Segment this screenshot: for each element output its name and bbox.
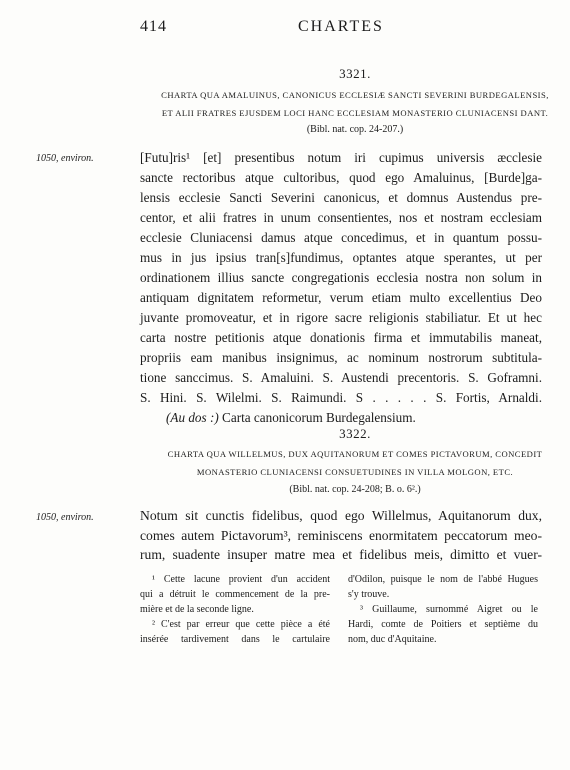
- text-line: antiquam dignitatem reformetur, verum etiam multo excellentius Deo: [140, 290, 542, 305]
- charter-title: [140, 86, 570, 122]
- text-line: tione sanccimus. S. Amaluini. S. Austendi precentoris. S. Goframni.: [140, 370, 542, 385]
- footnote-line: ³ Guillaume, surnommé Aigret ou le: [360, 604, 538, 615]
- text-line: ecclesie Cluniacensi damus atque concedimus, et in quantum possu-: [140, 230, 542, 245]
- text-line: ordinationem illius sancte congregationis ecclesia nostra non solum in: [140, 270, 542, 285]
- charter-number: 3321.: [339, 66, 371, 81]
- footnote-line: Hardi, comte de Poitiers et septième du: [348, 619, 538, 630]
- charter-text: [140, 148, 542, 428]
- dorsal-label: (Au dos :): [166, 410, 219, 425]
- footnote-line: s'y trouve.: [348, 589, 390, 600]
- dorsal-note: [140, 408, 542, 428]
- margin-date: 1050, environ.: [36, 512, 94, 523]
- source-reference: (Bibl. nat. cop. 24-208; B. o. 6².): [289, 484, 421, 495]
- footnote-line: nom, duc d'Aquitaine.: [348, 634, 437, 645]
- text-line: mus in jus ipsius tran[s]fundimus, optantes atque sperantes, ut per: [140, 250, 542, 265]
- text-line: centor, et alii fratres in unum consentientes, nos et nostram ecclesiam: [140, 210, 542, 225]
- footnote-line: qui a détruit le commencement de la pre-: [140, 589, 330, 600]
- text-line: [Futu]ris¹ [et] presentibus notum iri cupimus universis æcclesie: [140, 150, 542, 165]
- page-number: 414: [140, 18, 167, 35]
- text-line: Notum sit cunctis fidelibus, quod ego Willelmus, Aquitanorum dux,: [140, 508, 542, 523]
- footnotes-right: [348, 572, 538, 647]
- charter-title-line: CHARTA QUA WILLELMUS, DUX AQUITANORUM ET COMES PICTAVORUM, CONCEDIT: [167, 449, 543, 459]
- charter-title-line: CHARTA QUA AMALUINUS, CANONICUS ECCLESIÆ SANCTI SEVERINI BURDEGALENSIS,: [161, 90, 549, 100]
- text-line: rum, suadente insuper matre mea et fidelibus meis, dimitto et vuer-: [140, 547, 542, 562]
- margin-date: 1050, environ.: [36, 153, 94, 164]
- charter-title: [140, 445, 570, 481]
- running-head: [140, 18, 570, 38]
- footnote-line: insérée tardivement dans le cartulaire: [140, 634, 330, 645]
- text-line: lensis ecclesie Sancti Severini canonicus, et domnus Austendus pre-: [140, 190, 542, 205]
- text-line: juvante promoveatur, et in rigore sacre religionis stabiliatur. Et ut hec: [140, 310, 542, 325]
- footnote-line: d'Odilon, puisque le nom de l'abbé Hugues: [348, 574, 538, 585]
- charter-title-line: ET ALII FRATRES EJUSDEM LOCI HANC ECCLESIAM MONASTERIO CLUNIACENSI DANT.: [161, 108, 549, 118]
- charter-title-line: MONASTERIO CLUNIACENSI CONSUETUDINES IN VILLA MOLGON, ETC.: [196, 467, 514, 477]
- text-line: carta nostre petitionis atque donationis firma et immutabilis maneat,: [140, 330, 542, 345]
- text-line: sancte rectoribus atque cultoribus, quod ego Amaluinus, [Burde]ga-: [140, 170, 542, 185]
- footnote-line: mière et de la seconde ligne.: [140, 604, 254, 615]
- footnote-line: ¹ Cette lacune provient d'un accident: [152, 574, 330, 585]
- text-line: comes autem Pictavorum³, reminiscens enormitatem peccatorum meo-: [140, 527, 542, 543]
- footnotes-left: [140, 572, 330, 647]
- source-reference: (Bibl. nat. cop. 24-207.): [306, 124, 404, 135]
- footnote-line: ² C'est par erreur que cette pièce a été: [152, 619, 330, 630]
- text-line: S. Hini. S. Wilelmi. S. Raimundi. S . . . . . S. Fortis, Arnaldi.: [140, 390, 542, 405]
- running-title: CHARTES: [298, 18, 384, 35]
- dorsal-text: Carta canonicorum Burdegalensium.: [222, 410, 416, 425]
- charter-text: [140, 506, 542, 565]
- text-line: propriis eam manibus insignimus, ac nominum nostrorum subtitula-: [140, 350, 542, 365]
- charter-number: 3322.: [339, 426, 371, 441]
